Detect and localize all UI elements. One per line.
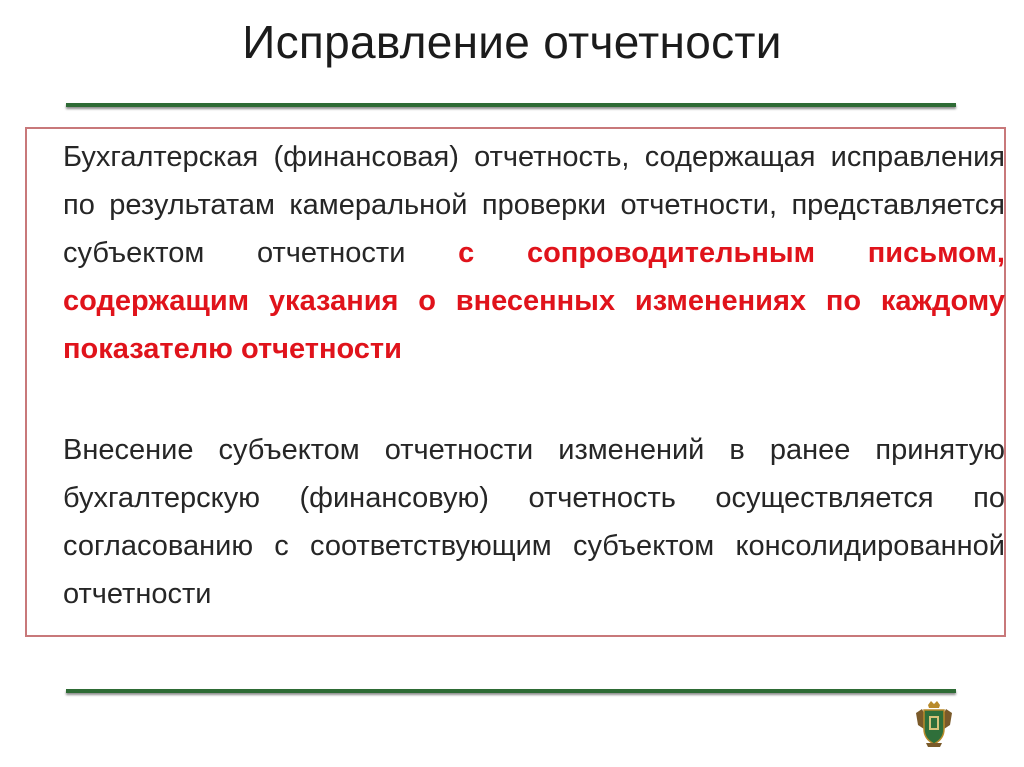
bottom-divider (66, 689, 956, 693)
paragraph-amendments: Внесение субъектом отчетности изменений в ранее принятую бухгалтерскую (финансовую) отчетность осуществляется по согласованию с соответствующим субъектом консолидированной отчетности (63, 434, 1005, 610)
top-divider (66, 103, 956, 107)
paragraph-submission (63, 133, 1005, 373)
emblem-icon (912, 699, 956, 749)
paragraph-submission-text: Бухгалтерская (финансовая) отчетность, содержащая исправления по результатам камеральной проверки отчетности, представляется субъектом отчетности (63, 141, 1005, 269)
page-title: Исправление отчетности (242, 16, 782, 68)
paragraph-submission-highlight: с сопроводительным письмом, содержащим указания о внесенных изменениях по каждому показателю отчетности (63, 237, 1005, 365)
